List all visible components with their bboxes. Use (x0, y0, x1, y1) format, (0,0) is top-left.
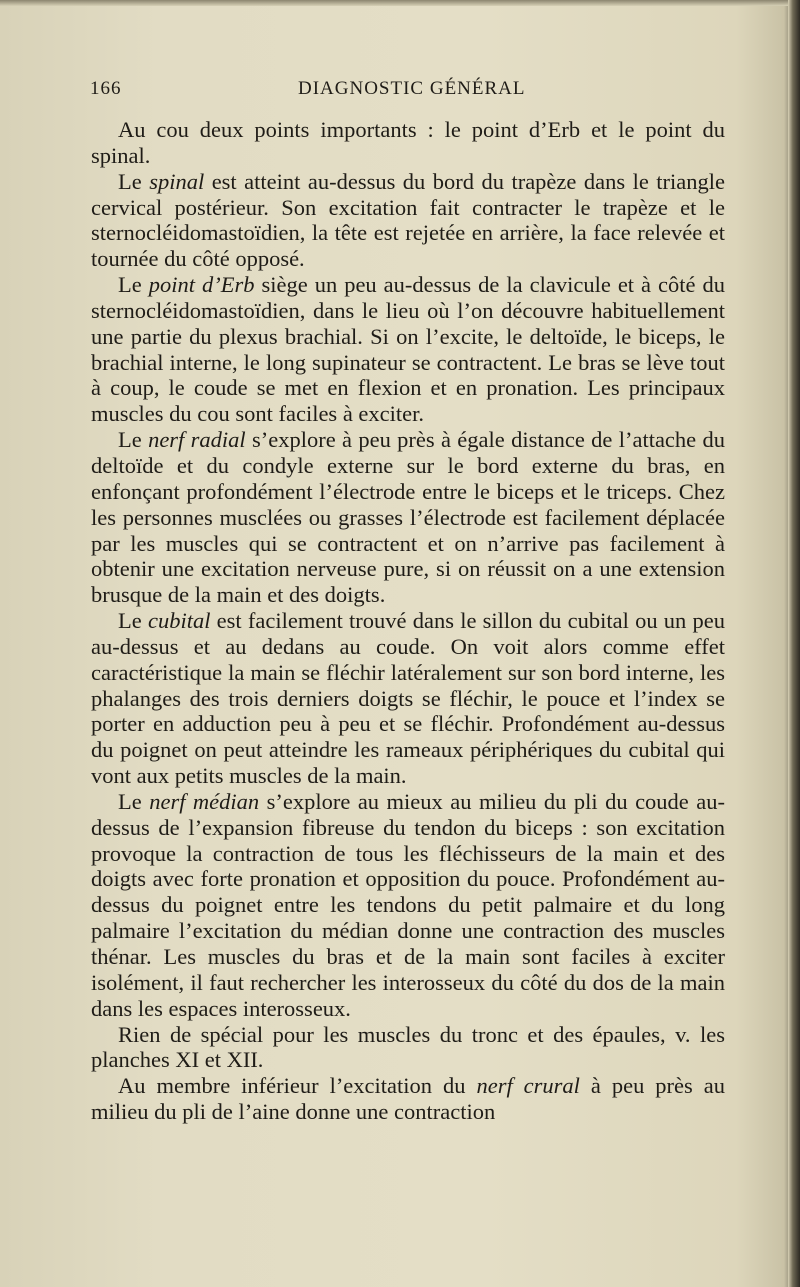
paragraph-spinal: Le spinal est atteint au-dessus du bord du trapèze dans le triangle cervical postérieur. Son excitation fait contracter le trapèze et le sternocléidomastoïdien, la tête est rejetée en arrière, la face relevée et tournée du côté opposé. (91, 168, 725, 272)
page-top-edge (0, 0, 800, 6)
term-point-erb: point d’Erb (148, 272, 255, 298)
page-header (90, 78, 730, 106)
page-number: 166 (90, 78, 122, 99)
paragraph-tronc-epaules: Rien de spécial pour les muscles du tronc et des épaules, v. les planches XI et XII. (91, 1021, 725, 1073)
paragraph-point-erb: Le point d’Erb siège un peu au-dessus de la clavicule et à côté du sternocléidomastoïdien, dans le lieu où l’on découvre habituellement une partie du plexus brachial. Si on l’excite, le deltoïde, le biceps, le brachial interne, le long supinateur se contractent. Le bras se lève tout à coup, le coude se met en flexion et en pronation. Les principaux muscles du cou sont faciles à exciter. (91, 272, 726, 427)
term-nerf-median: nerf médian (149, 788, 260, 814)
paragraph-neck-points: Au cou deux points importants : le point d’Erb et le point du spinal. (91, 117, 725, 168)
running-title: DIAGNOSTIC GÉNÉRAL (298, 78, 526, 99)
term-spinal: spinal (149, 168, 205, 194)
paragraph-nerf-radial: Le nerf radial s’explore à peu près à égale distance de l’attache du deltoïde et du condyle externe sur le bord externe du bras, en enfonçant profondément l’électrode entre le biceps et le triceps. Chez les personnes musclées ou grasses l’électrode est facilement déplacée par les muscles qui se contractent et on n’arrive pas facilement à obtenir une excitation nerveuse pure, si on réussit on a une extension brusque de la main et des doigts. (91, 427, 725, 608)
body-text (91, 117, 725, 1125)
term-nerf-crural: nerf crural (476, 1073, 580, 1099)
paragraph-nerf-median: Le nerf médian s’explore au mieux au milieu du pli du coude au-dessus de l’expansion fibreuse du tendon du biceps : son excitation provoque la contraction de tous les fléchisseurs de la main et des doigts avec forte pronation et opposition du pouce. Profondément au-dessus du poignet entre les tendons du petit palmaire et du long palmaire l’excitation du médian donne une contraction des muscles thénar. Les muscles du bras et de la main sont faciles à exciter isolément, il faut rechercher les interosseux du côté du dos de la main dans les espaces interosseux. (91, 788, 725, 1021)
term-cubital: cubital (147, 608, 211, 634)
paragraph-cubital: Le cubital est facilement trouvé dans le sillon du cubital ou un peu au-dessus et au dedans au coude. On voit alors comme effet caractéristique la main se fléchir latéralement sur son bord interne, les phalanges des trois derniers doigts se fléchir, le pouce et l’index se porter en adduction peu à peu et se fléchir. Profondément au-dessus du poignet on peut atteindre les rameaux périphériques du cubital qui vont aux petits muscles de la main. (91, 608, 725, 789)
page-right-edge (788, 0, 800, 1287)
term-nerf-radial: nerf radial (148, 427, 246, 453)
paragraph-membre-inferieur: Au membre inférieur l’excitation du nerf crural à peu près au milieu du pli de l’aine donne une contraction (91, 1073, 725, 1125)
